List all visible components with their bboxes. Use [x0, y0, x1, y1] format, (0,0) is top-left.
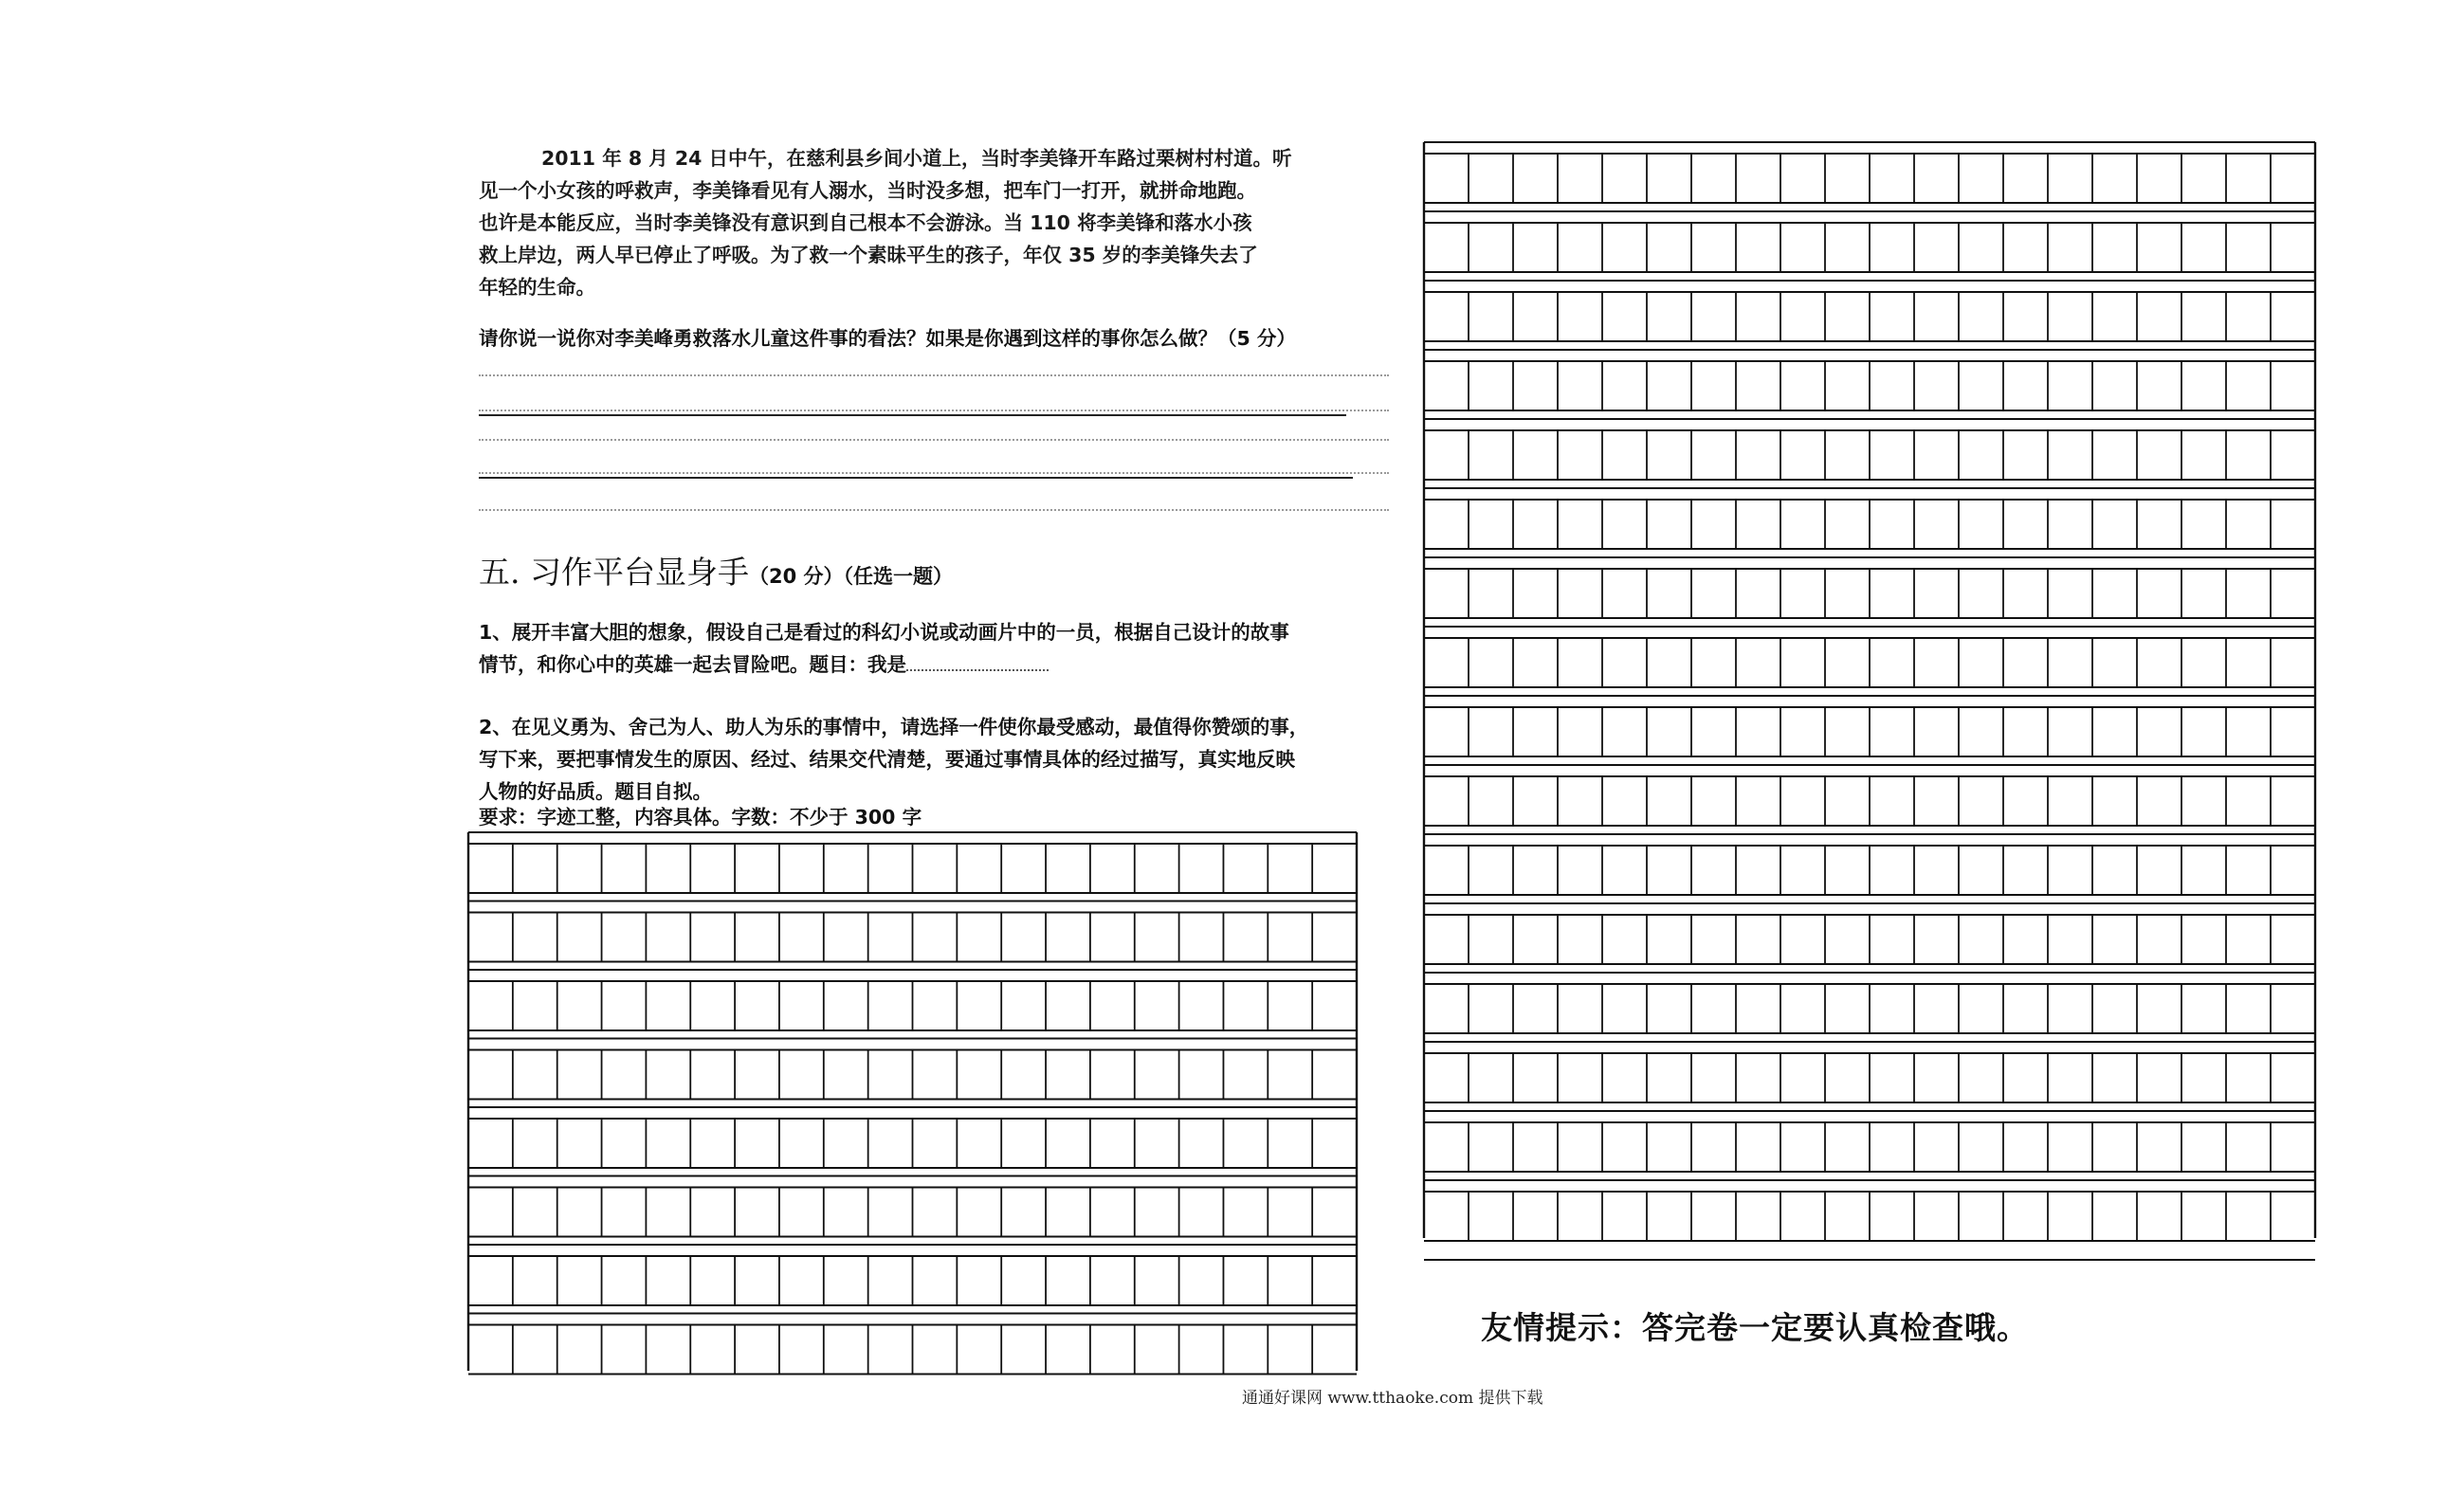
- story-line-5: 年轻的生命。: [479, 276, 595, 299]
- section-5-title: 五. 习作平台显身手: [479, 554, 749, 591]
- task-2-line-1: 2、在见义勇为、舍己为人、助人为乐的事情中，请选择一件使你最受感动，最值得你赞颂的事，: [479, 716, 1309, 738]
- story-line-4: 救上岸边，两人早已停止了呼吸。为了救一个素昧平生的孩子，年仅 35 岁的李美锋失去了: [479, 244, 1258, 266]
- task-2-line-2: 写下来，要把事情发生的原因、经过、结果交代清楚，要通过事情具体的经过描写，真实地反映: [479, 748, 1295, 771]
- footer-source: 通通好课网 www.tthaoke.com 提供下载: [1242, 1389, 1543, 1408]
- task-2-line-3: 人物的好品质。题目自拟。: [479, 780, 712, 803]
- friendly-tip: 友情提示：答完卷一定要认真检查哦。: [1481, 1309, 2029, 1346]
- story-line-1: 2011 年 8 月 24 日中午，在慈利县乡间小道上，当时李美锋开车路过栗树村村道。听: [541, 147, 1292, 170]
- question-5-points: 请你说一说你对李美峰勇救落水儿童这件事的看法？如果是你遇到这样的事你怎么做？（5 分）: [479, 327, 1296, 350]
- section-5-score: （20 分）（任选一题）: [748, 565, 954, 588]
- story-line-2: 见一个小女孩的呼救声，李美锋看见有人溺水，当时没多想，把车门一打开，就拼命地跑。: [479, 179, 1256, 202]
- requirement: 要求：字迹工整，内容具体。字数：不少于 300 字: [479, 806, 922, 829]
- story-line-3: 也许是本能反应，当时李美锋没有意识到自己根本不会游泳。当 110 将李美锋和落水小孩: [479, 211, 1252, 234]
- task-1-line-2: 情节，和你心中的英雄一起去冒险吧。题目：我是: [479, 653, 906, 676]
- task-1-line-1: 1、展开丰富大胆的想象，假设自己是看过的科幻小说或动画片中的一员，根据自己设计的故事: [479, 621, 1289, 644]
